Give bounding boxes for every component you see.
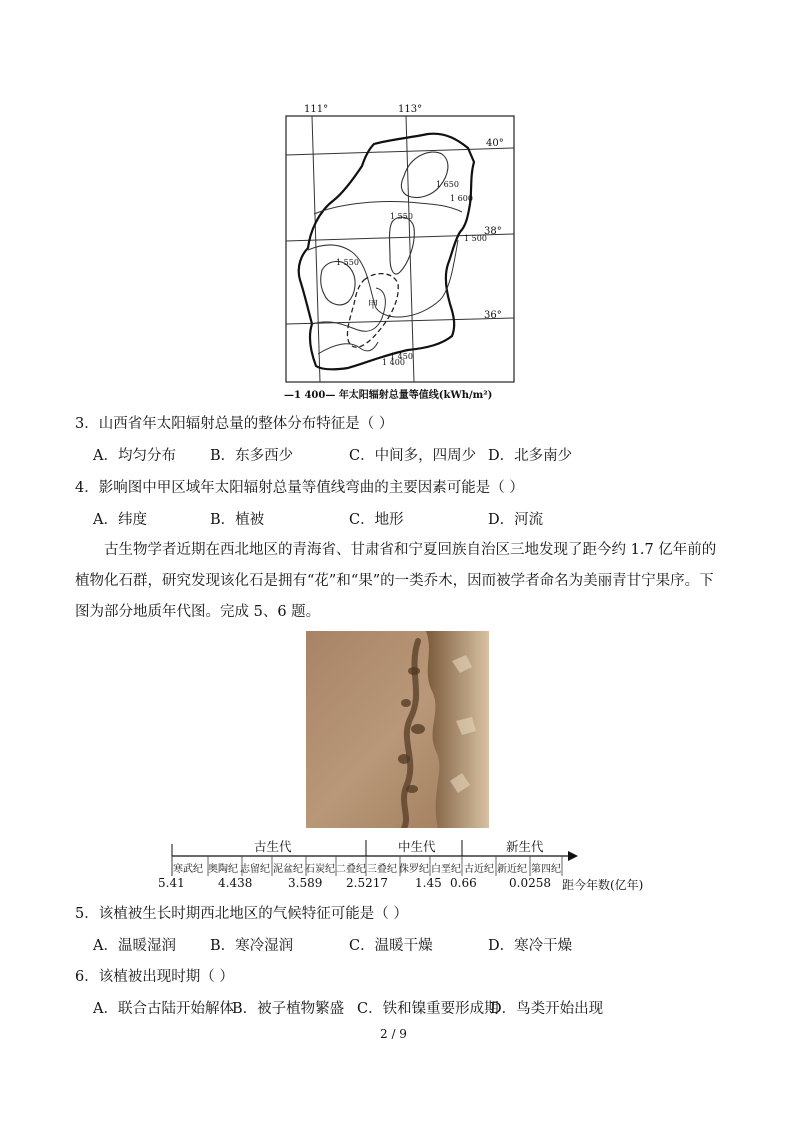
boundary-1-45: 1.45 [415,876,442,890]
question-4-option-d: D．河流 [488,512,544,528]
question-3-option-b: B．东多西少 [210,448,294,464]
question-6-stem: 6．该植被出现时期（ ） [75,969,234,985]
era-cenozoic: 新生代 [506,839,544,854]
question-5-stem: 5．该植被生长时期西北地区的气候特征可能是（ ） [75,906,408,922]
parallel-40 [286,148,514,155]
question-6-option-a: A．联合古陆开始解体 [93,1001,234,1017]
question-4-option-b: B．植被 [210,512,265,528]
question-6-option-b: B．被子植物繁盛 [232,1001,345,1017]
lat-label-38: 38° [484,226,502,237]
question-6-option-d: D．鸟类开始出现 [490,1001,604,1017]
question-4-option-a: A．纬度 [93,512,147,528]
period-carboniferous: 石炭纪 [305,864,335,875]
solar-radiation-map [278,104,518,400]
legend-line-sample: —1 400— [284,390,336,401]
era-paleozoic: 古生代 [254,839,292,854]
geologic-timeline [150,832,650,894]
map-legend [284,386,492,401]
page-number: 2 / 9 [380,1027,407,1041]
boundary-5-41: 5.41 [158,876,185,890]
boundary-3-589: 3.589 [288,876,323,890]
question-5-option-a: A．温暖湿润 [93,938,176,954]
period-ordovician: 奥陶纪 [208,864,238,875]
meridian-113 [406,116,414,382]
passage-text: 古生物学者近期在西北地区的青海省、甘肃省和宁夏回族自治区三地发现了距今约 1.7 亿年前的植物化石群，研究发现该化石是拥有“花”和“果”的一类乔木，因而被学者命名为美丽青甘宁果序。下图为部分地质年代图。完成 5、6 题。 [75,542,717,620]
isoline-label-1400: 1 400 [382,358,405,367]
question-5-option-d: D．寒冷干燥 [488,938,573,954]
isoline-label-1550-east: 1 550 [390,212,413,221]
isoline-1400 [318,342,378,354]
fossil-photo [306,631,489,828]
map-frame [286,116,514,382]
period-triassic: 三叠纪 [367,864,397,875]
question-3-option-d: D．北多南少 [488,448,573,464]
period-cambrian: 寒武纪 [173,864,203,875]
question-3-option-c: C．中间多，四周少 [349,448,477,464]
isoline-1550-west [321,261,355,304]
period-neogene: 新近纪 [497,864,527,875]
legend-text: 年太阳辐射总量等值线(kWh/m²) [338,390,493,401]
isoline-label-1550-west: 1 550 [336,258,359,267]
period-devonian: 泥盆纪 [273,864,303,875]
boundary-2-5217: 2.5217 [346,876,388,890]
period-silurian: 志留纪 [240,864,270,875]
question-5-option-b: B．寒冷湿润 [210,938,294,954]
isoline-1600 [314,202,462,215]
timeline-arrow [568,851,578,861]
question-4-stem: 4．影响图中甲区域年太阳辐射总量等值线弯曲的主要因素可能是（ ） [75,480,524,496]
period-quaternary: 第四纪 [531,864,561,875]
meridian-111 [312,116,320,382]
isoline-label-1450: 1 450 [390,352,413,361]
timeline-axis-label: 距今年数(亿年) [562,878,644,892]
period-permian: 二叠纪 [336,864,366,875]
boundary-0-0258: 0.0258 [509,876,551,890]
isoline-label-1500: 1 500 [464,234,487,243]
lat-label-36: 36° [484,310,502,321]
question-6-option-c: C．铁和镍重要形成期 [357,1001,499,1017]
question-5-option-c: C．温暖干燥 [349,938,433,954]
region-jia-label: 甲 [368,300,378,311]
era-mesozoic: 中生代 [398,839,436,854]
lon-label-111: 111° [304,104,329,115]
period-cretaceous: 白垩纪 [431,864,461,875]
fossil-photo-svg [306,631,489,828]
lat-label-40: 40° [486,138,504,149]
period-jurassic: 侏罗纪 [399,864,429,875]
question-3-stem: 3．山西省年太阳辐射总量的整体分布特征是（ ） [75,416,394,432]
question-4-option-c: C．地形 [349,512,404,528]
isoline-1500 [308,240,458,317]
isoline-label-1650: 1 650 [436,180,459,189]
isoline-label-1600: 1 600 [450,194,473,203]
question-3-option-a: A．均匀分布 [93,448,176,464]
boundary-0-66: 0.66 [450,876,477,890]
lon-label-113: 113° [398,104,423,115]
parallel-36 [286,318,514,324]
boundary-4-438: 4.438 [218,876,253,890]
period-paleogene: 古近纪 [464,864,494,875]
